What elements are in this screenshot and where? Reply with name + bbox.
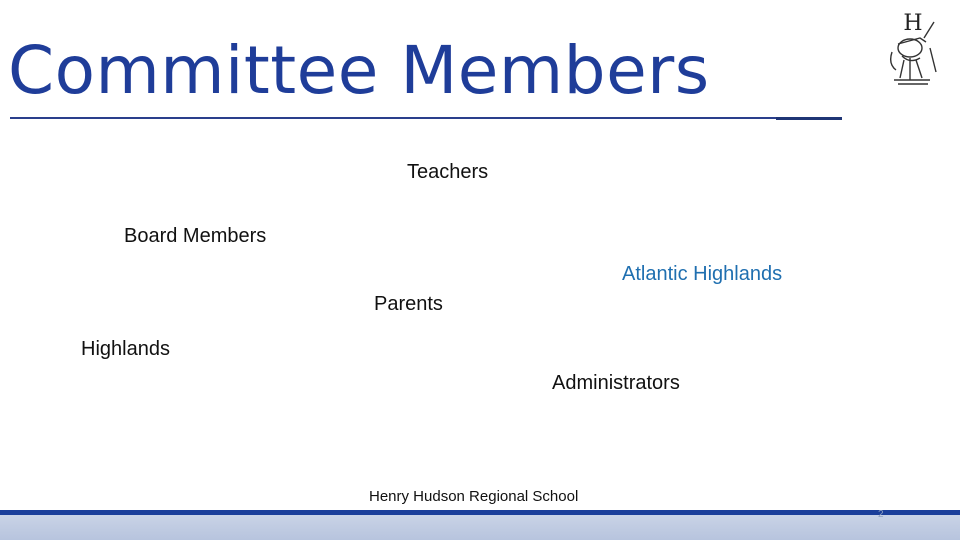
logo-letter: H xyxy=(903,11,923,36)
title-underline xyxy=(10,117,842,119)
footer-school-name: Henry Hudson Regional School xyxy=(369,488,579,505)
item-atlantic-highlands: Atlantic Highlands xyxy=(622,263,783,285)
page-number: 2 xyxy=(878,509,884,520)
slide-title: Committee Members xyxy=(8,32,710,109)
item-teachers: Teachers xyxy=(407,161,489,183)
school-logo-icon xyxy=(880,8,946,92)
item-administrators: Administrators xyxy=(552,372,680,394)
item-parents: Parents xyxy=(374,293,443,315)
item-board-members: Board Members xyxy=(124,225,267,247)
title-underline-accent xyxy=(776,117,842,120)
footer-bar xyxy=(0,510,960,540)
item-highlands: Highlands xyxy=(81,338,170,360)
